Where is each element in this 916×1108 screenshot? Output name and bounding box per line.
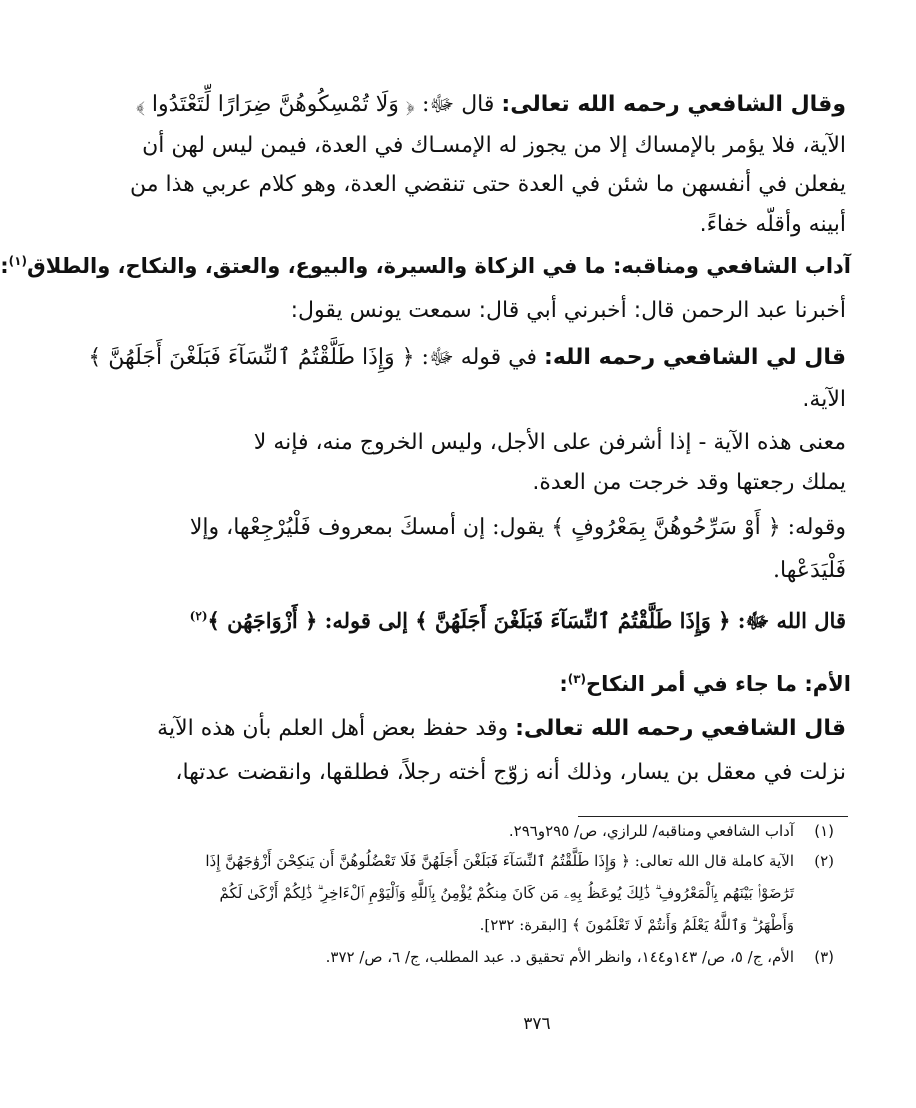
text-line: أبينه وأقلّه خفاءً. (699, 212, 846, 237)
heading-text: آداب الشافعي ومناقبه: ما في الزكاة والسيرة، والبيوع، والعتق، والنكاح، والطلاق (26, 254, 851, 278)
text-line (88, 345, 846, 371)
speaker-label: وقال الشافعي رحمه الله تعالى: (501, 92, 846, 117)
footnote (205, 852, 834, 870)
text-line: أخبرنا عبد الرحمن قال: أخبرني أبي قال: سمعت يونس يقول: (290, 298, 846, 323)
section-heading (0, 254, 851, 279)
text-line: معنى هذه الآية - إذا أشرفن على الأجل، وليس الخروج منه، فإنه لا (253, 430, 846, 455)
footnote (226, 822, 834, 840)
footnote-text: آداب الشافعي ومناقبه/ للرازي، ص/ ٢٩٥و٢٩٦. (508, 822, 794, 840)
text-line: وقوله: ﴿ أَوْ سَرِّحُوهُنَّ بِمَعْرُوفٍ ﴾ يقول: إن أمسكَ بمعروف فَلْيُرْجِعْها، وإلا (189, 515, 846, 540)
section-heading (221, 672, 851, 697)
line-text: وقد حفظ بعض أهل العلم بأن هذه الآية (157, 716, 516, 741)
footnote-text: الآية كاملة قال الله تعالى: ﴿ وَإِذَا طَلَّقْتُمُ ٱلنِّسَآءَ فَبَلَغْنَ أَجَلَهُنَّ فَلَا تَعْضُلُوهُنَّ أَن يَنكِحْنَ أَزْوَٰجَهُنَّ إِذَا (205, 852, 794, 870)
text-line (157, 716, 846, 742)
line-text: قال ﷻ: ﴿ وَلَا تُمْسِكُوهُنَّ ضِرَارًا لِّتَعْتَدُوا ﴾ (135, 92, 502, 117)
footnote-marker: (١) (8, 254, 27, 268)
footnote-continuation (226, 916, 834, 934)
heading-colon: : (559, 672, 568, 696)
heading-colon: : (0, 254, 9, 278)
footnote-number: (١) (814, 822, 834, 840)
page-number: ٣٧٦ (523, 1014, 551, 1034)
speaker-label: قال الشافعي رحمه الله تعالى: (515, 716, 846, 741)
text-line: يملك رجعتها وقد خرجت من العدة. (532, 470, 846, 495)
footnote (226, 948, 834, 966)
text-line: يفعلن في أنفسهن ما شئن في العدة حتى تنقضي العدة، وهو كلام عربي هذا من (129, 172, 846, 197)
text-line: الآية، فلا يؤمر بالإمساك إلا من يجوز له الإمسـاك في العدة، فيمن ليس لهن أن (142, 133, 846, 158)
quote-heading (189, 608, 846, 633)
text-line: نزلت في معقل بن يسار، وذلك أنه زوّج أخته رجلاً، فطلقها، وانقضت عدتها، (175, 760, 846, 785)
footnote-text: تَرَٰضَوْا۟ بَيْنَهُم بِٱلْمَعْرُوفِ ۗ ذَٰلِكَ يُوعَظُ بِهِۦ مَن كَانَ مِنكُمْ يُؤْمِنُ بِٱللَّهِ وَٱلْيَوْمِ ٱلْءَاخِرِ ۗ ذَٰلِكُمْ أَزْكَىٰ لَكُمْ (219, 884, 794, 902)
text-line: فَلْيَدَعْها. (773, 558, 846, 583)
footnote-number: (٢) (814, 852, 834, 870)
quote-text: قال الله ﷻ: ﴿ وَإِذَا طَلَّقْتُمُ ٱلنِّسَآءَ فَبَلَغْنَ أَجَلَهُنَّ ﴾ إلى قوله: ﴿ أَزْوَاجَهُن ﴾ (207, 608, 846, 633)
footnote-number: (٣) (814, 948, 834, 966)
line-text: في قوله ﷻ: ﴿ وَإِذَا طَلَّقْتُمُ ٱلنِّسَآءَ فَبَلَغْنَ أَجَلَهُنَّ ﴾ (88, 345, 545, 370)
heading-text: الأم: ما جاء في أمر النكاح (586, 672, 851, 696)
footnote-separator (578, 816, 848, 817)
footnote-continuation (219, 884, 834, 902)
footnote-marker: (٣) (567, 672, 587, 686)
text-line: الآية. (802, 387, 846, 412)
speaker-label: قال لي الشافعي رحمه الله: (544, 345, 846, 370)
footnote-text: وَأَطْهَرُ ۗ وَٱللَّهُ يَعْلَمُ وَأَنتُمْ لَا تَعْلَمُونَ ﴾ [البقرة: ٢٣٢]. (479, 916, 794, 934)
footnote-marker: (٢) (189, 609, 208, 623)
footnote-text: الأم، ج/ ٥، ص/ ١٤٣و١٤٤، وانظر الأم تحقيق د. عبد المطلب، ج/ ٦، ص/ ٣٧٢. (325, 948, 794, 966)
text-line (135, 92, 846, 118)
